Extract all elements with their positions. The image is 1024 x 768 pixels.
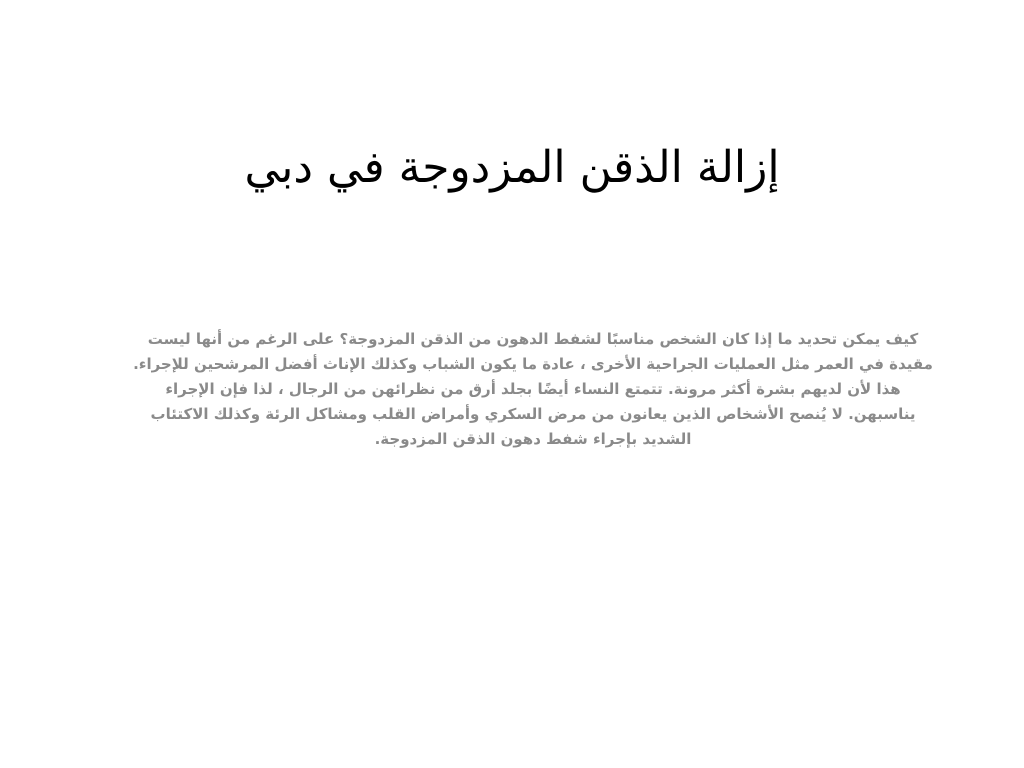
slide-body-text: كيف يمكن تحديد ما إذا كان الشخص مناسبًا لشفط الدهون من الذقن المزدوجة؟ على الرغم من أنها ليست مقيدة في العمر مثل العمليات الجراحية الأخرى ، عادة ما يكون الشباب وكذلك الإناث أفضل المرشحين للإجراء. هذا لأن لديهم بشرة أكثر مرونة. تتمتع النساء أيضًا بجلد أرق من نظرائهن من الرجال ، لذا فإن الإجراء يناسبهن. لا يُنصح الأشخاص الذين يعانون من مرض السكري وأمراض القلب ومشاكل الرئة وكذلك الاكتئاب الشديد بإجراء شفط دهون الذقن المزدوجة. bbox=[133, 330, 933, 448]
slide-title: إزالة الذقن المزدوجة في دبي bbox=[244, 142, 780, 193]
